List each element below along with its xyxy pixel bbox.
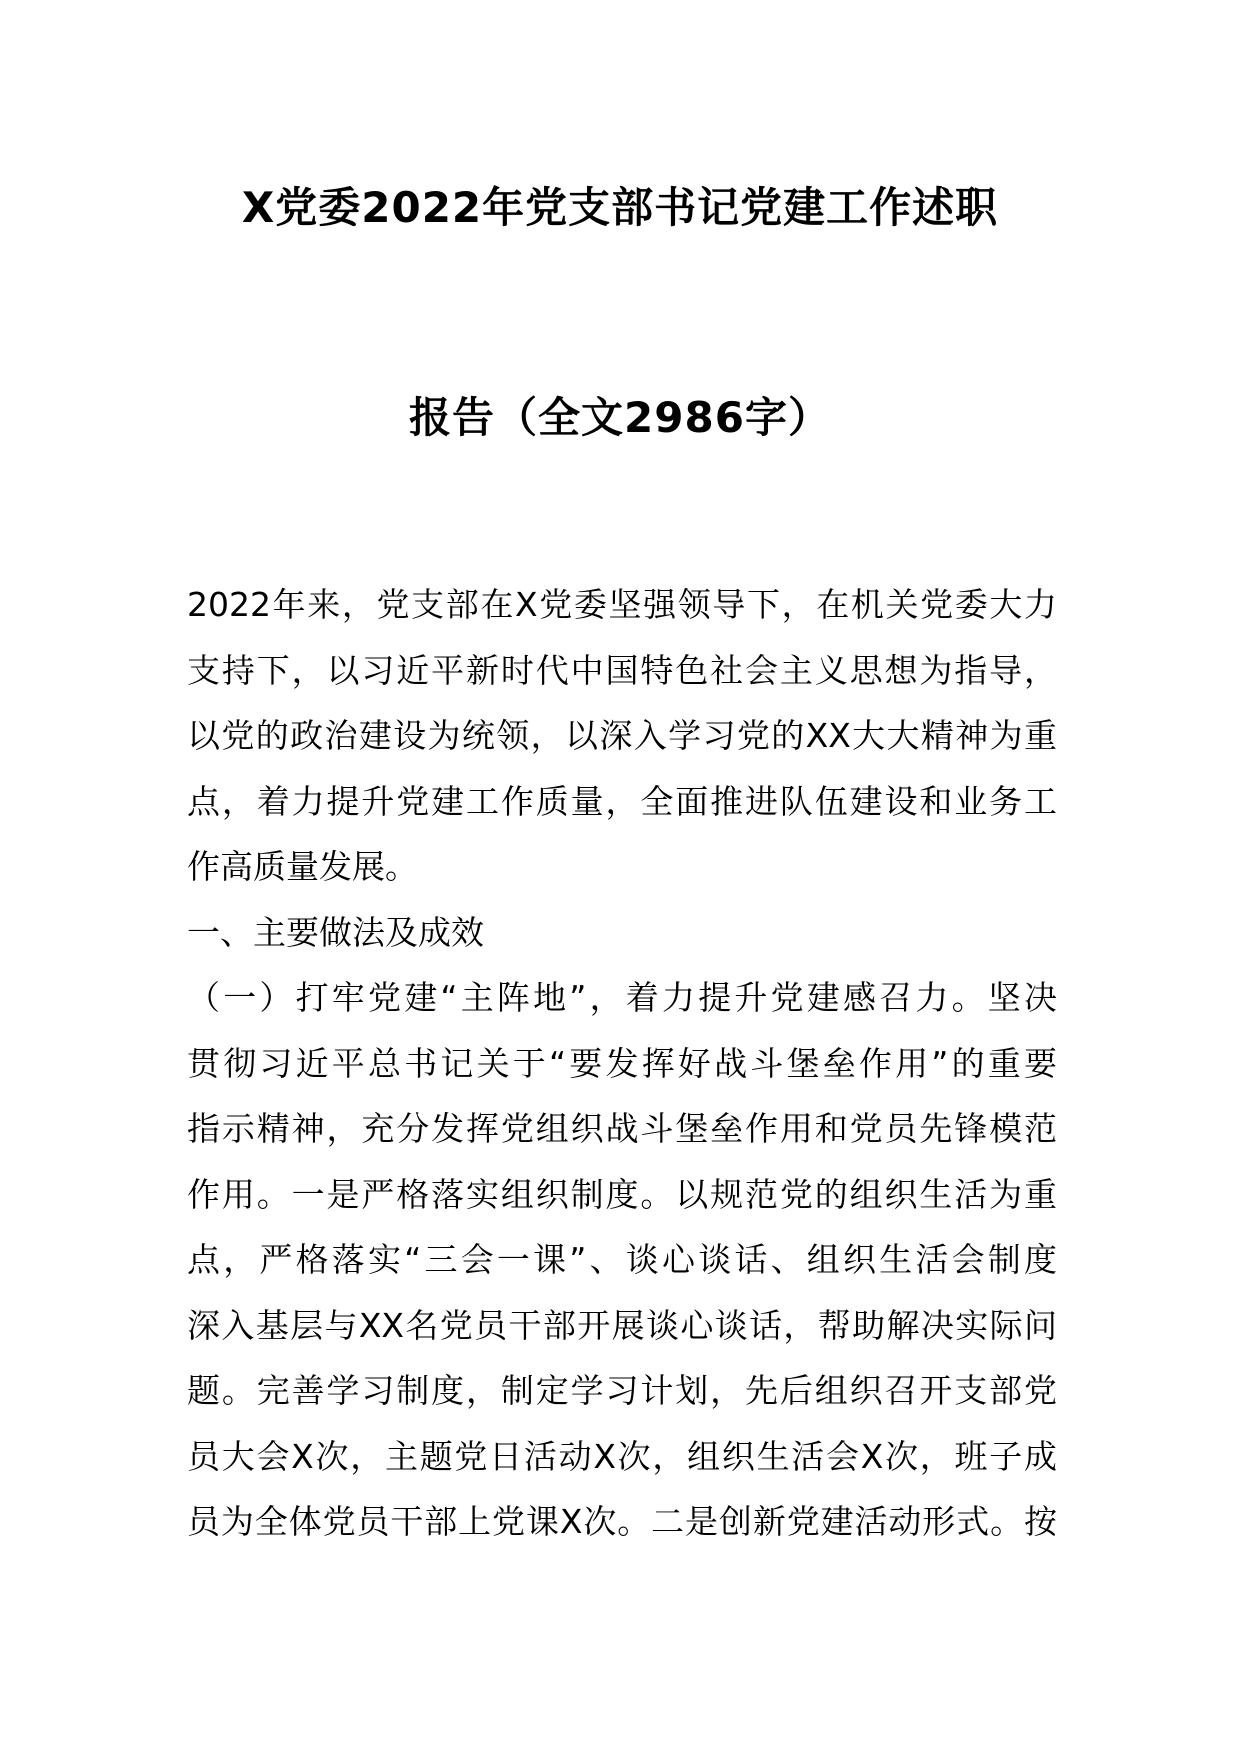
body-line: 深入基层与XX名党员干部开展谈心谈话，帮助解决实际问	[187, 1305, 1057, 1345]
body-line: 员大会X次，主题党日活动X次，组织生活会X次，班子成	[187, 1436, 1057, 1476]
body-line: 支持下，以习近平新时代中国特色社会主义思想为指导，	[187, 650, 1057, 690]
body-line: 作高质量发展。	[187, 847, 418, 886]
body-line: 点，严格落实“三会一课”、谈心谈话、组织生活会制度	[187, 1240, 1057, 1279]
body-line: 贯彻习近平总书记关于“要发挥好战斗堡垒作用”的重要	[187, 1043, 1057, 1083]
body-line: 2022年来，党支部在X党委坚强领导下，在机关党委大力	[187, 585, 1057, 624]
body-line: 指示精神，充分发挥党组织战斗堡垒作用和党员先锋模范	[187, 1109, 1057, 1148]
body-line: （一）打牢党建“主阵地”，着力提升党建感召力。坚决	[187, 978, 1057, 1017]
body-line: 作用。一是严格落实组织制度。以规范党的组织生活为重	[187, 1174, 1057, 1214]
section-heading: 一、主要做法及成效	[187, 912, 484, 952]
document-title-line-2: 报告（全文2986字）	[409, 393, 831, 442]
document-title-line-1: X党委2022年党支部书记党建工作述职	[241, 183, 999, 232]
body-line: 员为全体党员干部上党课X次。二是创新党建活动形式。按	[187, 1502, 1057, 1541]
document-body	[187, 572, 1057, 1555]
body-line: 题。完善学习制度，制定学习计划，先后组织召开支部党	[187, 1371, 1057, 1410]
body-line: 以党的政治建设为统领，以深入学习党的XX大大精神为重	[187, 716, 1057, 755]
body-line: 点，着力提升党建工作质量，全面推进队伍建设和业务工	[187, 781, 1057, 821]
